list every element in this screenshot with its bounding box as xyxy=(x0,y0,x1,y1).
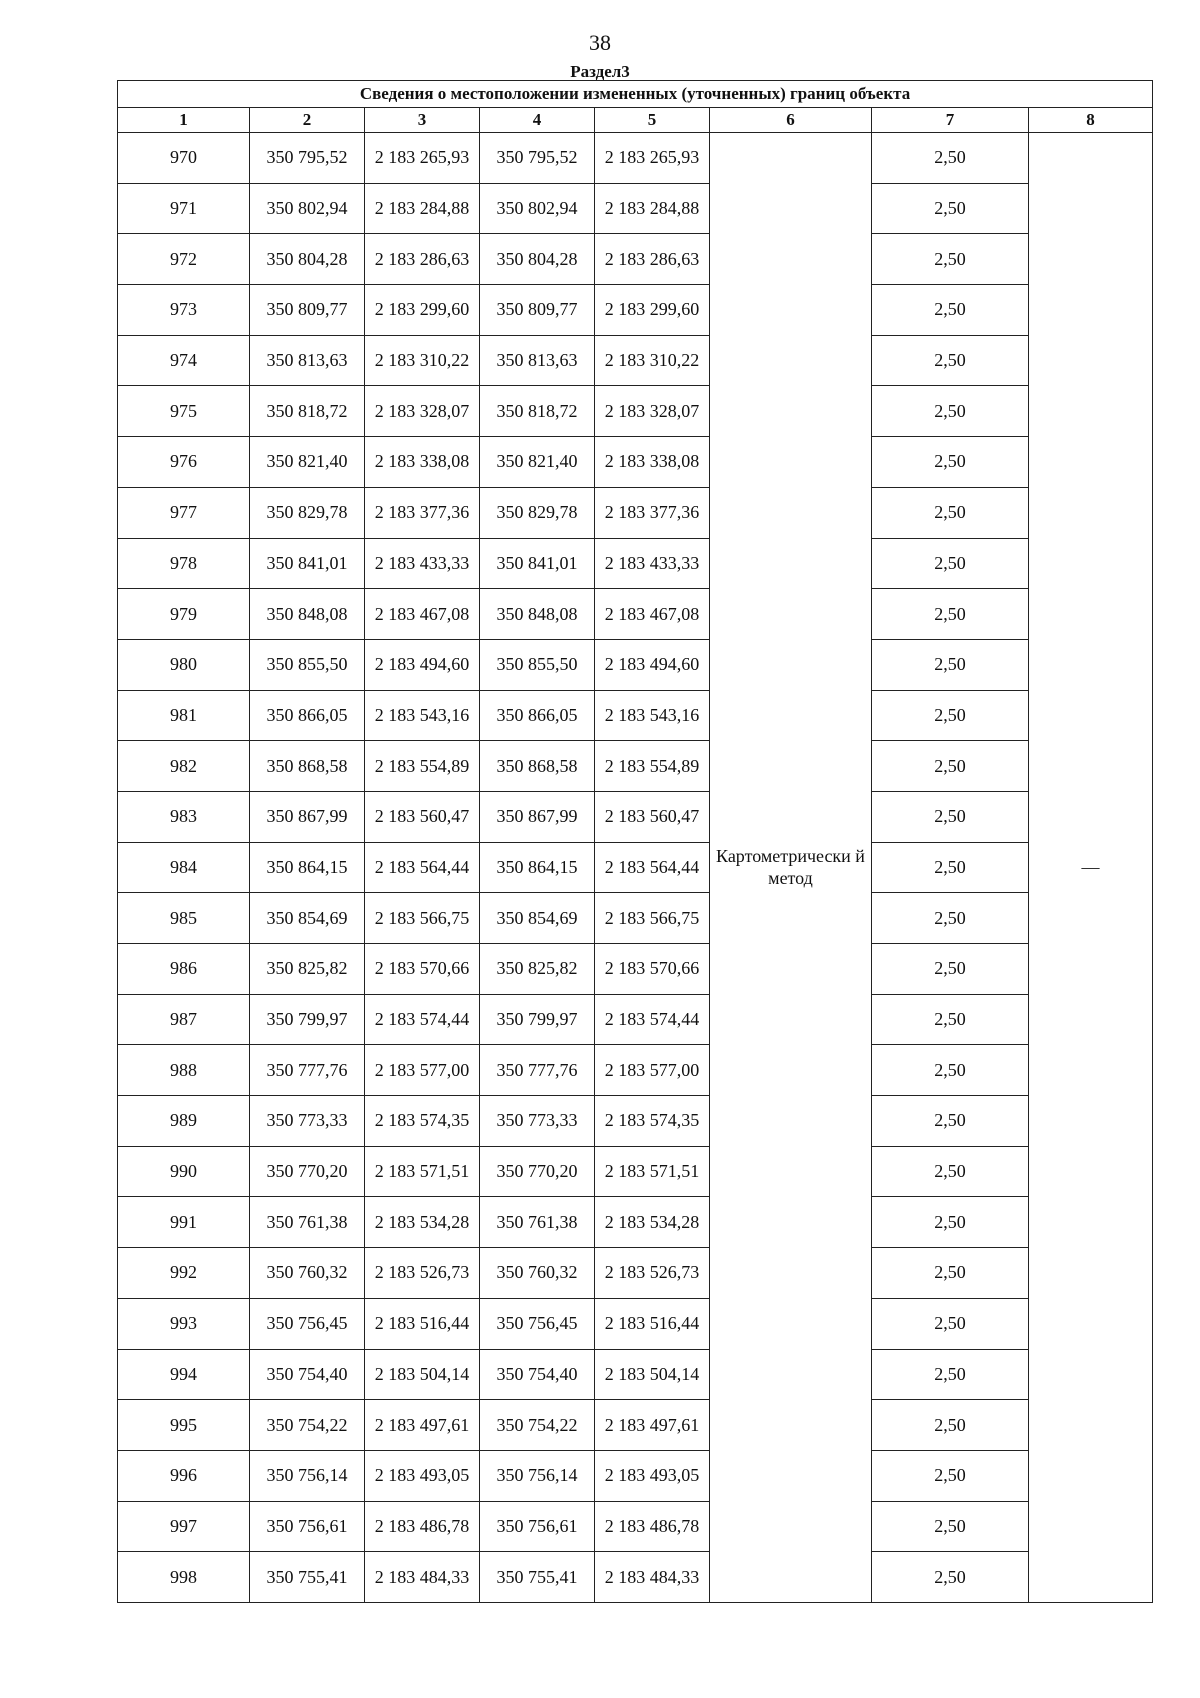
cell-method: Картометрически й метод xyxy=(710,133,872,1603)
cell-x-new: 350 756,45 xyxy=(480,1298,595,1349)
table-row xyxy=(118,386,1153,437)
cell-x-new: 350 866,05 xyxy=(480,690,595,741)
column-header-5: 5 xyxy=(595,108,710,133)
cell-y-existing: 2 183 494,60 xyxy=(365,639,480,690)
cell-accuracy: 2,50 xyxy=(872,1248,1029,1299)
cell-accuracy: 2,50 xyxy=(872,589,1029,640)
cell-x-existing: 350 799,97 xyxy=(250,994,365,1045)
cell-y-new: 2 183 566,75 xyxy=(595,893,710,944)
cell-y-new: 2 183 328,07 xyxy=(595,386,710,437)
cell-x-new: 350 754,40 xyxy=(480,1349,595,1400)
cell-accuracy: 2,50 xyxy=(872,690,1029,741)
table-row xyxy=(118,1197,1153,1248)
cell-y-existing: 2 183 328,07 xyxy=(365,386,480,437)
cell-x-existing: 350 802,94 xyxy=(250,183,365,234)
cell-x-existing: 350 760,32 xyxy=(250,1248,365,1299)
cell-y-new: 2 183 286,63 xyxy=(595,234,710,285)
cell-y-new: 2 183 467,08 xyxy=(595,589,710,640)
table-row xyxy=(118,1146,1153,1197)
page-number: 38 xyxy=(589,30,611,55)
cell-x-new: 350 829,78 xyxy=(480,487,595,538)
cell-accuracy: 2,50 xyxy=(872,893,1029,944)
cell-y-existing: 2 183 433,33 xyxy=(365,538,480,589)
cell-accuracy: 2,50 xyxy=(872,234,1029,285)
column-header-6: 6 xyxy=(710,108,872,133)
cell-point-number: 988 xyxy=(118,1045,250,1096)
cell-point-number: 982 xyxy=(118,741,250,792)
cell-accuracy: 2,50 xyxy=(872,285,1029,336)
cell-point-number: 970 xyxy=(118,133,250,184)
cell-accuracy: 2,50 xyxy=(872,1045,1029,1096)
cell-accuracy: 2,50 xyxy=(872,1501,1029,1552)
cell-accuracy: 2,50 xyxy=(872,791,1029,842)
cell-x-new: 350 821,40 xyxy=(480,437,595,488)
cell-point-number: 977 xyxy=(118,487,250,538)
column-header-7: 7 xyxy=(872,108,1029,133)
cell-point-number: 973 xyxy=(118,285,250,336)
cell-y-new: 2 183 554,89 xyxy=(595,741,710,792)
cell-accuracy: 2,50 xyxy=(872,639,1029,690)
cell-y-existing: 2 183 564,44 xyxy=(365,842,480,893)
cell-x-new: 350 773,33 xyxy=(480,1096,595,1147)
cell-accuracy: 2,50 xyxy=(872,1197,1029,1248)
cell-accuracy: 2,50 xyxy=(872,487,1029,538)
cell-accuracy: 2,50 xyxy=(872,741,1029,792)
cell-accuracy: 2,50 xyxy=(872,1146,1029,1197)
cell-point-number: 974 xyxy=(118,335,250,386)
cell-x-new: 350 864,15 xyxy=(480,842,595,893)
cell-y-new: 2 183 571,51 xyxy=(595,1146,710,1197)
cell-x-new: 350 841,01 xyxy=(480,538,595,589)
cell-x-existing: 350 756,14 xyxy=(250,1450,365,1501)
cell-y-existing: 2 183 484,33 xyxy=(365,1552,480,1603)
cell-accuracy: 2,50 xyxy=(872,1349,1029,1400)
cell-x-existing: 350 761,38 xyxy=(250,1197,365,1248)
cell-point-number: 978 xyxy=(118,538,250,589)
table-row xyxy=(118,1045,1153,1096)
table-row xyxy=(118,1349,1153,1400)
cell-x-existing: 350 754,22 xyxy=(250,1400,365,1451)
cell-y-new: 2 183 265,93 xyxy=(595,133,710,184)
cell-x-existing: 350 804,28 xyxy=(250,234,365,285)
cell-x-existing: 350 795,52 xyxy=(250,133,365,184)
cell-accuracy: 2,50 xyxy=(872,437,1029,488)
cell-x-existing: 350 756,61 xyxy=(250,1501,365,1552)
cell-y-existing: 2 183 571,51 xyxy=(365,1146,480,1197)
cell-x-new: 350 868,58 xyxy=(480,741,595,792)
column-header-row xyxy=(118,108,1153,133)
table-row xyxy=(118,589,1153,640)
cell-x-new: 350 756,61 xyxy=(480,1501,595,1552)
cell-y-existing: 2 183 377,36 xyxy=(365,487,480,538)
cell-x-new: 350 854,69 xyxy=(480,893,595,944)
cell-point-number: 981 xyxy=(118,690,250,741)
cell-accuracy: 2,50 xyxy=(872,133,1029,184)
cell-x-new: 350 855,50 xyxy=(480,639,595,690)
cell-y-existing: 2 183 534,28 xyxy=(365,1197,480,1248)
cell-x-new: 350 777,76 xyxy=(480,1045,595,1096)
cell-x-existing: 350 813,63 xyxy=(250,335,365,386)
cell-y-new: 2 183 338,08 xyxy=(595,437,710,488)
cell-accuracy: 2,50 xyxy=(872,1096,1029,1147)
cell-accuracy: 2,50 xyxy=(872,1298,1029,1349)
cell-x-existing: 350 866,05 xyxy=(250,690,365,741)
table-row xyxy=(118,1096,1153,1147)
cell-x-new: 350 795,52 xyxy=(480,133,595,184)
cell-y-new: 2 183 494,60 xyxy=(595,639,710,690)
cell-x-existing: 350 821,40 xyxy=(250,437,365,488)
cell-point-number: 998 xyxy=(118,1552,250,1603)
cell-y-new: 2 183 493,05 xyxy=(595,1450,710,1501)
cell-y-new: 2 183 497,61 xyxy=(595,1400,710,1451)
cell-y-existing: 2 183 543,16 xyxy=(365,690,480,741)
cell-y-existing: 2 183 486,78 xyxy=(365,1501,480,1552)
cell-point-number: 996 xyxy=(118,1450,250,1501)
cell-point-number: 984 xyxy=(118,842,250,893)
cell-y-existing: 2 183 574,35 xyxy=(365,1096,480,1147)
cell-accuracy: 2,50 xyxy=(872,842,1029,893)
table-row xyxy=(118,234,1153,285)
cell-y-new: 2 183 486,78 xyxy=(595,1501,710,1552)
cell-y-new: 2 183 570,66 xyxy=(595,944,710,995)
cell-point-number: 975 xyxy=(118,386,250,437)
cell-x-new: 350 754,22 xyxy=(480,1400,595,1451)
cell-point-number: 976 xyxy=(118,437,250,488)
cell-y-new: 2 183 516,44 xyxy=(595,1298,710,1349)
cell-x-existing: 350 773,33 xyxy=(250,1096,365,1147)
cell-y-existing: 2 183 566,75 xyxy=(365,893,480,944)
column-header-8: 8 xyxy=(1029,108,1153,133)
table-row xyxy=(118,437,1153,488)
cell-x-existing: 350 825,82 xyxy=(250,944,365,995)
cell-y-new: 2 183 310,22 xyxy=(595,335,710,386)
cell-y-new: 2 183 504,14 xyxy=(595,1349,710,1400)
cell-x-new: 350 799,97 xyxy=(480,994,595,1045)
table-row xyxy=(118,487,1153,538)
cell-accuracy: 2,50 xyxy=(872,994,1029,1045)
cell-point-number: 985 xyxy=(118,893,250,944)
cell-accuracy: 2,50 xyxy=(872,1450,1029,1501)
cell-y-existing: 2 183 526,73 xyxy=(365,1248,480,1299)
cell-x-existing: 350 855,50 xyxy=(250,639,365,690)
cell-point-number: 994 xyxy=(118,1349,250,1400)
cell-y-existing: 2 183 577,00 xyxy=(365,1045,480,1096)
cell-y-existing: 2 183 574,44 xyxy=(365,994,480,1045)
cell-x-new: 350 825,82 xyxy=(480,944,595,995)
boundary-table xyxy=(117,80,1153,1603)
cell-x-existing: 350 854,69 xyxy=(250,893,365,944)
cell-point-number: 995 xyxy=(118,1400,250,1451)
column-header-2: 2 xyxy=(250,108,365,133)
table-row xyxy=(118,893,1153,944)
cell-accuracy: 2,50 xyxy=(872,1400,1029,1451)
cell-y-new: 2 183 284,88 xyxy=(595,183,710,234)
table-row xyxy=(118,1501,1153,1552)
cell-x-existing: 350 841,01 xyxy=(250,538,365,589)
table-row xyxy=(118,791,1153,842)
cell-point-number: 983 xyxy=(118,791,250,842)
cell-y-existing: 2 183 299,60 xyxy=(365,285,480,336)
cell-point-number: 986 xyxy=(118,944,250,995)
cell-point-number: 987 xyxy=(118,994,250,1045)
cell-x-existing: 350 868,58 xyxy=(250,741,365,792)
cell-y-existing: 2 183 284,88 xyxy=(365,183,480,234)
table-row xyxy=(118,335,1153,386)
cell-x-existing: 350 864,15 xyxy=(250,842,365,893)
cell-point-number: 997 xyxy=(118,1501,250,1552)
cell-y-new: 2 183 433,33 xyxy=(595,538,710,589)
table-row xyxy=(118,1248,1153,1299)
cell-x-new: 350 804,28 xyxy=(480,234,595,285)
table-row xyxy=(118,741,1153,792)
table-row xyxy=(118,1450,1153,1501)
table-row xyxy=(118,994,1153,1045)
cell-x-new: 350 818,72 xyxy=(480,386,595,437)
cell-y-existing: 2 183 286,63 xyxy=(365,234,480,285)
cell-point-number: 993 xyxy=(118,1298,250,1349)
cell-x-existing: 350 867,99 xyxy=(250,791,365,842)
cell-column8: — xyxy=(1029,133,1153,1603)
cell-x-new: 350 848,08 xyxy=(480,589,595,640)
cell-x-new: 350 756,14 xyxy=(480,1450,595,1501)
cell-point-number: 989 xyxy=(118,1096,250,1147)
cell-x-existing: 350 755,41 xyxy=(250,1552,365,1603)
table-row xyxy=(118,1400,1153,1451)
cell-y-new: 2 183 577,00 xyxy=(595,1045,710,1096)
cell-point-number: 971 xyxy=(118,183,250,234)
cell-y-new: 2 183 543,16 xyxy=(595,690,710,741)
cell-point-number: 972 xyxy=(118,234,250,285)
cell-y-existing: 2 183 516,44 xyxy=(365,1298,480,1349)
cell-x-new: 350 760,32 xyxy=(480,1248,595,1299)
cell-point-number: 991 xyxy=(118,1197,250,1248)
cell-accuracy: 2,50 xyxy=(872,1552,1029,1603)
table-body xyxy=(118,133,1153,1603)
section-title: Раздел3 xyxy=(570,62,630,81)
cell-x-existing: 350 809,77 xyxy=(250,285,365,336)
cell-x-existing: 350 770,20 xyxy=(250,1146,365,1197)
table-row xyxy=(118,1298,1153,1349)
cell-accuracy: 2,50 xyxy=(872,386,1029,437)
table-row xyxy=(118,842,1153,893)
cell-y-existing: 2 183 570,66 xyxy=(365,944,480,995)
table-row xyxy=(118,133,1153,184)
cell-y-existing: 2 183 560,47 xyxy=(365,791,480,842)
cell-x-existing: 350 848,08 xyxy=(250,589,365,640)
cell-y-new: 2 183 526,73 xyxy=(595,1248,710,1299)
cell-y-existing: 2 183 265,93 xyxy=(365,133,480,184)
cell-x-new: 350 755,41 xyxy=(480,1552,595,1603)
table-row xyxy=(118,639,1153,690)
table-row xyxy=(118,1552,1153,1603)
cell-y-existing: 2 183 493,05 xyxy=(365,1450,480,1501)
cell-y-existing: 2 183 310,22 xyxy=(365,335,480,386)
cell-y-new: 2 183 560,47 xyxy=(595,791,710,842)
cell-y-existing: 2 183 504,14 xyxy=(365,1349,480,1400)
cell-point-number: 979 xyxy=(118,589,250,640)
cell-y-new: 2 183 484,33 xyxy=(595,1552,710,1603)
cell-x-new: 350 802,94 xyxy=(480,183,595,234)
cell-x-new: 350 770,20 xyxy=(480,1146,595,1197)
cell-x-existing: 350 818,72 xyxy=(250,386,365,437)
cell-point-number: 992 xyxy=(118,1248,250,1299)
cell-x-existing: 350 777,76 xyxy=(250,1045,365,1096)
cell-y-existing: 2 183 554,89 xyxy=(365,741,480,792)
column-header-4: 4 xyxy=(480,108,595,133)
table-caption: Сведения о местоположении измененных (уточненных) границ объекта xyxy=(118,81,1153,108)
cell-accuracy: 2,50 xyxy=(872,335,1029,386)
cell-y-new: 2 183 377,36 xyxy=(595,487,710,538)
cell-x-new: 350 867,99 xyxy=(480,791,595,842)
cell-y-existing: 2 183 467,08 xyxy=(365,589,480,640)
cell-x-new: 350 761,38 xyxy=(480,1197,595,1248)
cell-x-existing: 350 754,40 xyxy=(250,1349,365,1400)
column-header-3: 3 xyxy=(365,108,480,133)
cell-accuracy: 2,50 xyxy=(872,944,1029,995)
table-row xyxy=(118,944,1153,995)
cell-accuracy: 2,50 xyxy=(872,538,1029,589)
cell-y-new: 2 183 574,35 xyxy=(595,1096,710,1147)
table-row xyxy=(118,183,1153,234)
cell-y-new: 2 183 299,60 xyxy=(595,285,710,336)
table-row xyxy=(118,690,1153,741)
table-row xyxy=(118,538,1153,589)
cell-point-number: 980 xyxy=(118,639,250,690)
cell-x-new: 350 813,63 xyxy=(480,335,595,386)
cell-x-new: 350 809,77 xyxy=(480,285,595,336)
cell-y-new: 2 183 534,28 xyxy=(595,1197,710,1248)
table-row xyxy=(118,285,1153,336)
cell-y-existing: 2 183 338,08 xyxy=(365,437,480,488)
cell-point-number: 990 xyxy=(118,1146,250,1197)
cell-accuracy: 2,50 xyxy=(872,183,1029,234)
cell-y-new: 2 183 564,44 xyxy=(595,842,710,893)
cell-y-existing: 2 183 497,61 xyxy=(365,1400,480,1451)
cell-y-new: 2 183 574,44 xyxy=(595,994,710,1045)
cell-x-existing: 350 756,45 xyxy=(250,1298,365,1349)
column-header-1: 1 xyxy=(118,108,250,133)
cell-x-existing: 350 829,78 xyxy=(250,487,365,538)
